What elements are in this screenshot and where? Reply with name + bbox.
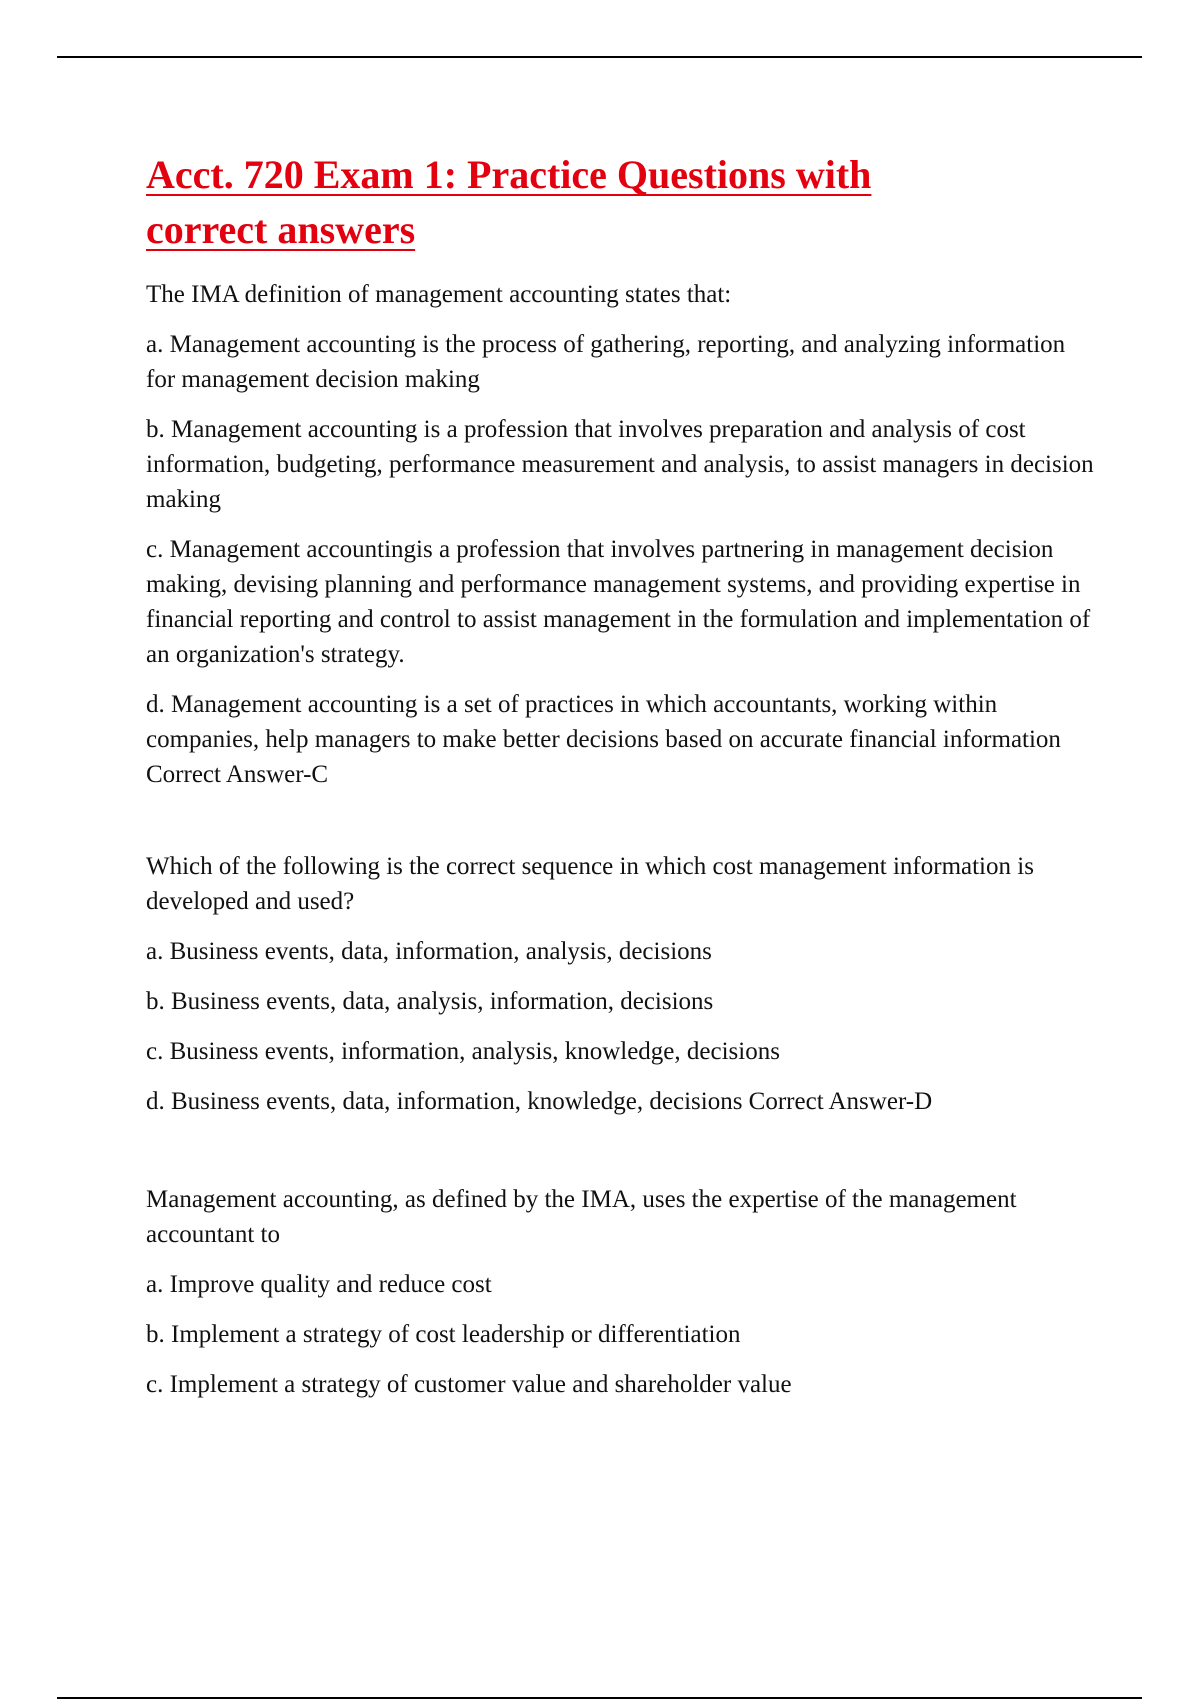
- question-prompt: Which of the following is the correct sequence in which cost management information is developed and used?: [146, 853, 1034, 915]
- footer-rule: [57, 1697, 1142, 1699]
- question-3: [146, 1182, 1096, 1402]
- answer-option: d. Business events, data, information, knowledge, decisions Correct Answer-D: [146, 1088, 933, 1115]
- document-body: [146, 147, 1096, 1417]
- question-1: [146, 277, 1096, 792]
- answer-option: a. Business events, data, information, analysis, decisions: [146, 938, 712, 965]
- document-title: [146, 147, 1096, 257]
- answer-option: a. Management accounting is the process of gathering, reporting, and analyzing information for management decision making: [146, 331, 1066, 393]
- title-line-1: Acct. 720 Exam 1: Practice Questions with: [146, 152, 872, 197]
- question-2: [146, 849, 1096, 1119]
- answer-option: b. Business events, data, analysis, information, decisions: [146, 988, 714, 1015]
- question-prompt: Management accounting, as defined by the IMA, uses the expertise of the management accountant to: [146, 1186, 1017, 1248]
- answer-option: c. Business events, information, analysis, knowledge, decisions: [146, 1038, 780, 1065]
- question-prompt: The IMA definition of management accounting states that:: [146, 281, 732, 308]
- answer-option: a. Improve quality and reduce cost: [146, 1271, 492, 1298]
- answer-option: c. Management accountingis a profession that involves partnering in management decision making, devising planning and performance management systems, and providing expertise in financial reporting and control to assist management in the formulation and implementation of an organization's strategy.: [146, 536, 1091, 668]
- question-spacer: [146, 1134, 1096, 1182]
- answer-option: b. Implement a strategy of cost leadership or differentiation: [146, 1321, 741, 1348]
- answer-option: b. Management accounting is a profession that involves preparation and analysis of cost information, budgeting, performance measurement and analysis, to assist managers in decision making: [146, 416, 1094, 513]
- answer-option: d. Management accounting is a set of practices in which accountants, working within companies, help managers to make better decisions based on accurate financial information Correct Answer-C: [146, 691, 1061, 788]
- header-rule: [57, 56, 1142, 58]
- question-spacer: [146, 807, 1096, 849]
- title-line-2: correct answers: [146, 207, 416, 252]
- answer-option: c. Implement a strategy of customer value and shareholder value: [146, 1371, 792, 1398]
